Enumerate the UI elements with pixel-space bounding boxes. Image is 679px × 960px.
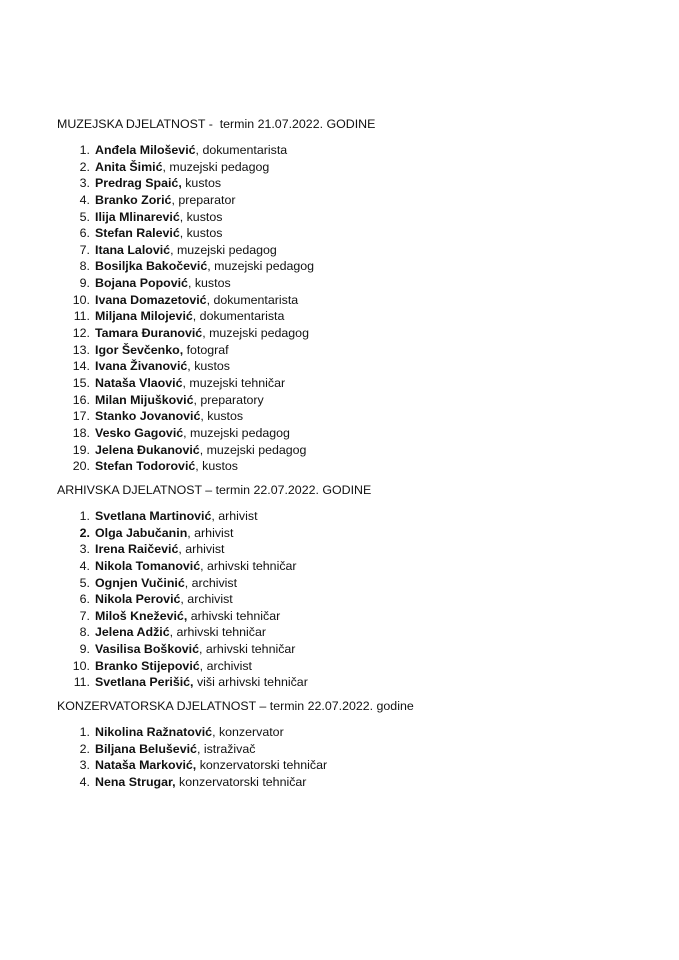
- item-number: 12.: [72, 326, 90, 341]
- participant-list: [57, 508, 657, 691]
- item-number: 8.: [79, 625, 90, 640]
- item-name: Nataša Vlaović: [95, 375, 183, 390]
- item-separator: ,: [182, 375, 190, 390]
- list-item: [57, 525, 657, 542]
- item-name: Svetlana Perišić,: [95, 675, 194, 690]
- item-role: muzejski tehničar: [189, 375, 286, 390]
- list-item: [57, 159, 657, 176]
- item-name: Igor Ševčenko,: [95, 342, 184, 357]
- item-name: Nikola Tomanović: [95, 558, 201, 573]
- item-name: Nikolina Ražnatović: [95, 725, 213, 739]
- list-item: [57, 575, 657, 592]
- item-separator: ,: [187, 525, 195, 540]
- item-separator: ,: [195, 143, 203, 157]
- list-item: [57, 242, 657, 259]
- item-separator: ,: [192, 309, 200, 324]
- item-name: Tamara Đuranović: [95, 326, 203, 341]
- section-konzervatorska: [57, 698, 657, 791]
- item-separator: ,: [195, 459, 203, 474]
- item-number: 1.: [79, 509, 90, 523]
- item-role: preparator: [178, 192, 236, 207]
- item-role: arhivist: [194, 525, 234, 540]
- section-heading: MUZEJSKA DJELATNOST - termin 21.07.2022. GODINE: [57, 117, 376, 131]
- list-item: [57, 458, 657, 475]
- item-separator: ,: [183, 425, 191, 440]
- item-separator: ,: [178, 542, 186, 557]
- item-name: Jelena Adžić: [95, 625, 170, 640]
- item-number: 18.: [72, 425, 90, 440]
- item-number: 15.: [72, 375, 90, 390]
- item-role: archivist: [206, 658, 253, 673]
- item-role: kustos: [186, 209, 223, 224]
- list-item: [57, 342, 657, 359]
- item-number: 3.: [79, 176, 90, 191]
- item-name: Jelena Đukanović: [95, 442, 200, 457]
- item-number: 2.: [79, 741, 90, 756]
- item-separator: ,: [196, 741, 204, 756]
- item-name: Nataša Marković,: [95, 758, 197, 773]
- item-separator: ,: [180, 592, 188, 607]
- item-name: Miloš Knežević,: [95, 608, 188, 623]
- list-item: [57, 558, 657, 575]
- item-role: arhivski tehničar: [207, 558, 297, 573]
- item-number: 5.: [79, 575, 90, 590]
- item-name: Stefan Ralević: [95, 226, 180, 241]
- list-item: [57, 325, 657, 342]
- item-separator: ,: [179, 226, 187, 241]
- list-item: [57, 375, 657, 392]
- item-role: arhivski tehničar: [176, 625, 267, 640]
- item-number: 8.: [79, 259, 90, 274]
- item-role: muzejski pedagog: [209, 326, 309, 341]
- item-role: dokumentarista: [199, 309, 285, 324]
- item-number: 10.: [72, 658, 90, 673]
- item-name: Miljana Milojević: [95, 309, 193, 324]
- item-name: Vasilisa Bošković: [95, 642, 200, 657]
- item-name: Anđela Milošević: [95, 143, 196, 157]
- item-separator: ,: [199, 442, 207, 457]
- list-item: [57, 408, 657, 425]
- list-item: [57, 209, 657, 226]
- item-number: 4.: [79, 774, 90, 789]
- item-name: Anita Šimić: [95, 159, 163, 174]
- item-role: arhivski tehničar: [205, 642, 296, 657]
- section-heading: KONZERVATORSKA DJELATNOST – termin 22.07.2022. godine: [57, 699, 414, 713]
- item-separator: ,: [199, 658, 207, 673]
- item-name: Nena Strugar,: [95, 774, 176, 789]
- item-name: Bojana Popović: [95, 276, 188, 291]
- item-number: 7.: [79, 608, 90, 623]
- list-item: [57, 358, 657, 375]
- item-number: 16.: [72, 392, 90, 407]
- item-separator: ,: [179, 209, 187, 224]
- list-item: [57, 774, 657, 791]
- item-number: 7.: [79, 242, 90, 257]
- item-separator: ,: [211, 509, 219, 523]
- item-separator: ,: [193, 392, 201, 407]
- list-item: [57, 641, 657, 658]
- item-role: kustos: [202, 459, 238, 474]
- list-item: [57, 508, 657, 525]
- item-role: muzejski pedagog: [214, 259, 315, 274]
- item-separator: ,: [169, 625, 177, 640]
- item-role: konzervatorski tehničar: [179, 774, 307, 789]
- list-item: [57, 591, 657, 608]
- section-arhivska: [57, 482, 657, 691]
- item-role: archivist: [191, 575, 238, 590]
- item-role: kustos: [207, 409, 244, 424]
- item-role: arhivist: [218, 509, 258, 523]
- item-name: Ilija Mlinarević: [95, 209, 180, 224]
- list-item: [57, 624, 657, 641]
- item-role: muzejski pedagog: [176, 242, 277, 257]
- participant-list: [57, 724, 657, 791]
- list-item: [57, 741, 657, 758]
- item-number: 6.: [79, 592, 90, 607]
- item-name: Olga Jabučanin: [95, 525, 188, 540]
- item-name: Ivana Domazetović: [95, 292, 207, 307]
- item-name: Branko Zorić: [95, 192, 172, 207]
- item-separator: ,: [206, 292, 214, 307]
- item-number: 19.: [72, 442, 90, 457]
- item-separator: ,: [187, 359, 195, 374]
- item-number: 20.: [72, 459, 90, 474]
- item-number: 11.: [73, 675, 90, 690]
- item-name: Nikola Perović: [95, 592, 181, 607]
- list-item: [57, 308, 657, 325]
- item-role: dokumentarista: [213, 292, 299, 307]
- item-number: 1.: [79, 143, 90, 157]
- item-name: Vesko Gagović: [95, 425, 184, 440]
- item-separator: ,: [184, 575, 192, 590]
- item-separator: ,: [200, 558, 208, 573]
- item-name: Stefan Todorović: [95, 459, 196, 474]
- item-separator: ,: [200, 409, 208, 424]
- list-item: [57, 192, 657, 209]
- item-name: Milan Mijušković: [95, 392, 194, 407]
- section-heading: ARHIVSKA DJELATNOST – termin 22.07.2022. GODINE: [57, 483, 372, 497]
- section-muzejska: [57, 116, 657, 475]
- list-item: [57, 225, 657, 242]
- item-number: 4.: [79, 558, 90, 573]
- item-role: istraživač: [203, 741, 256, 756]
- participant-list: [57, 142, 657, 475]
- item-number: 3.: [79, 758, 90, 773]
- item-role: viši arhivski tehničar: [196, 675, 308, 690]
- item-role: kustos: [186, 226, 223, 241]
- item-role: konzervatorski tehničar: [199, 758, 328, 773]
- item-number: 2.: [79, 159, 90, 174]
- item-name: Biljana Belušević: [95, 741, 197, 756]
- item-name: Svetlana Martinović: [95, 509, 212, 523]
- item-role: arhivski tehničar: [190, 608, 281, 623]
- list-item: [57, 724, 657, 741]
- item-separator: ,: [187, 276, 195, 291]
- item-separator: ,: [171, 192, 179, 207]
- item-number: 14.: [72, 359, 90, 374]
- item-separator: ,: [162, 159, 170, 174]
- item-role: kustos: [194, 359, 230, 374]
- item-role: konzervator: [218, 725, 284, 739]
- item-number: 10.: [72, 292, 90, 307]
- item-separator: ,: [199, 642, 206, 657]
- item-separator: ,: [170, 242, 177, 257]
- list-item: [57, 674, 657, 691]
- item-name: Predrag Spaić,: [95, 176, 182, 191]
- item-number: 9.: [79, 642, 90, 657]
- item-number: 17.: [72, 409, 90, 424]
- list-item: [57, 757, 657, 774]
- item-role: dokumentarista: [202, 143, 288, 157]
- item-role: archivist: [187, 592, 233, 607]
- item-role: kustos: [194, 276, 231, 291]
- item-number: 4.: [79, 192, 90, 207]
- list-item: [57, 442, 657, 459]
- item-name: Ognjen Vučinić: [95, 575, 185, 590]
- item-role: kustos: [185, 176, 222, 191]
- item-name: Bosiljka Bakočević: [95, 259, 208, 274]
- item-number: 2.: [79, 525, 90, 540]
- item-number: 3.: [79, 542, 90, 557]
- item-number: 5.: [79, 209, 90, 224]
- item-role: preparatory: [200, 392, 264, 407]
- list-item: [57, 292, 657, 309]
- item-name: Ivana Živanović: [95, 359, 188, 374]
- list-item: [57, 658, 657, 675]
- item-name: Itana Lalović: [95, 242, 171, 257]
- list-item: [57, 392, 657, 409]
- item-number: 11.: [73, 309, 90, 324]
- list-item: [57, 275, 657, 292]
- item-separator: ,: [202, 326, 210, 341]
- item-number: 6.: [79, 226, 90, 241]
- list-item: [57, 258, 657, 275]
- item-separator: ,: [212, 725, 219, 739]
- item-role: muzejski pedagog: [206, 442, 307, 457]
- list-item: [57, 425, 657, 442]
- item-number: 13.: [72, 342, 90, 357]
- item-name: Stanko Jovanović: [95, 409, 201, 424]
- list-item: [57, 608, 657, 625]
- item-separator: ,: [207, 259, 215, 274]
- item-name: Branko Stijepović: [95, 658, 200, 673]
- list-item: [57, 175, 657, 192]
- item-name: Irena Raičević: [95, 542, 179, 557]
- item-role: fotograf: [186, 342, 229, 357]
- item-number: 9.: [79, 276, 90, 291]
- item-role: muzejski pedagog: [169, 159, 270, 174]
- list-item: [57, 142, 657, 159]
- item-number: 1.: [79, 725, 90, 739]
- item-role: arhivist: [185, 542, 225, 557]
- item-role: muzejski pedagog: [190, 425, 290, 440]
- list-item: [57, 541, 657, 558]
